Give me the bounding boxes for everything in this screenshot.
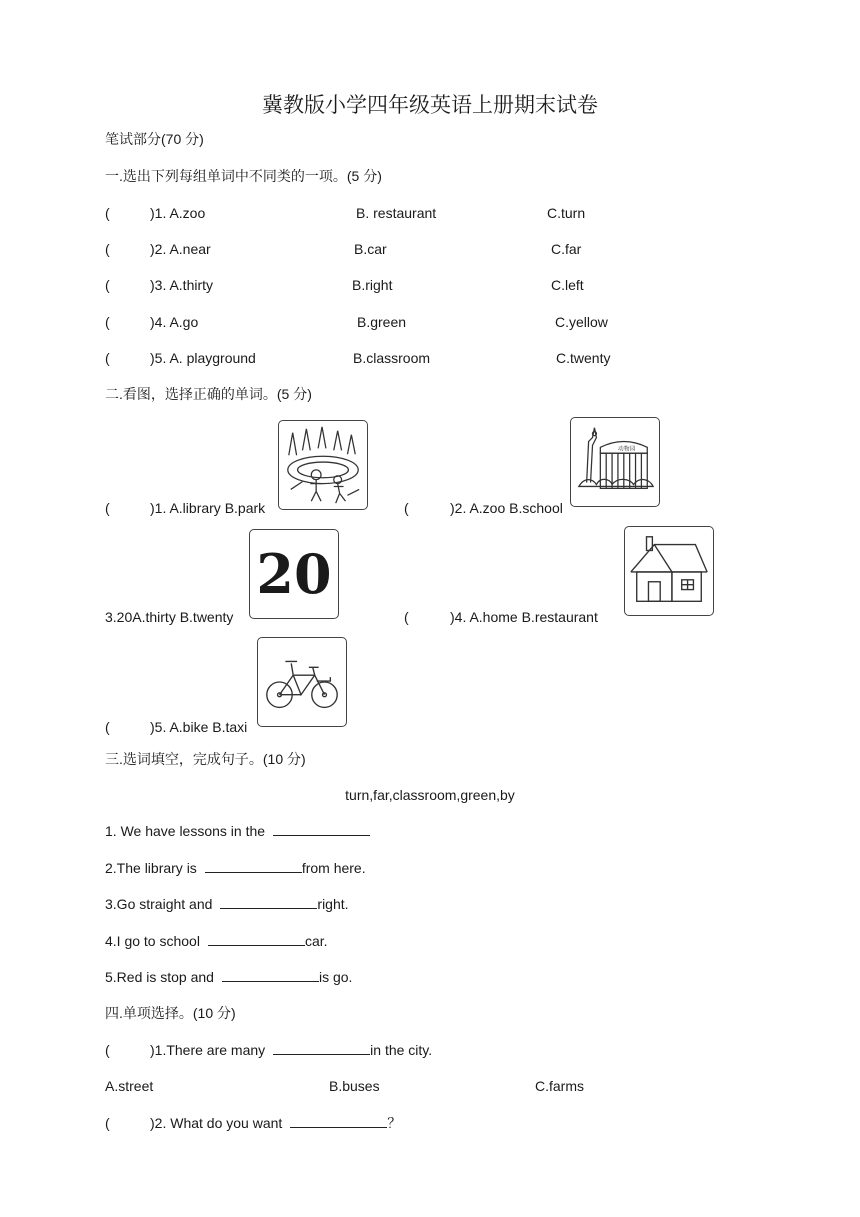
question-option-c: C.turn	[547, 205, 586, 221]
sentence-text: is go.	[318, 969, 353, 985]
part2-question-2: )2. A.zoo B.school	[450, 500, 563, 516]
page-title: 冀教版小学四年级英语上册期末试卷	[262, 93, 598, 117]
answer-paren: (	[105, 1115, 110, 1131]
part2-question-3: 3.20A.thirty B.twenty	[105, 609, 234, 625]
option-a: A.street	[105, 1078, 154, 1094]
number-twenty-text: 20	[256, 542, 332, 606]
bike-picture	[257, 637, 347, 727]
park-picture	[278, 420, 368, 510]
fill-sentence-1	[105, 822, 370, 840]
answer-blank[interactable]	[273, 1041, 370, 1055]
question-text: )1.There are many	[150, 1042, 266, 1058]
part3-heading: 三.选词填空，完成句子。(10 分)	[105, 751, 306, 767]
number-twenty-picture	[249, 529, 339, 619]
section-written-header: 笔试部分(70 分)	[105, 131, 204, 147]
question-option-a: )5. A. playground	[150, 350, 256, 366]
question-option-b: B.green	[357, 314, 407, 330]
option-c: C.farms	[535, 1078, 584, 1094]
question-option-c: C.yellow	[555, 314, 608, 330]
sentence-text: 3.Go straight and	[105, 896, 213, 912]
question-option-a: )3. A.thirty	[150, 277, 214, 293]
sentence-text: 1. We have lessons in the	[105, 823, 266, 839]
answer-paren: (	[105, 241, 110, 257]
sentence-text: car.	[304, 933, 328, 949]
fill-sentence-3	[105, 895, 349, 913]
question-option-a: )2. A.near	[150, 241, 211, 257]
answer-paren: (	[404, 500, 409, 516]
question-option-b: B.car	[354, 241, 387, 257]
word-bank: turn,far,classroom,green,by	[345, 787, 515, 803]
answer-blank[interactable]	[205, 859, 302, 873]
sentence-text: 5.Red is stop and	[105, 969, 214, 985]
part4-heading: 四.单项选择。(10 分)	[105, 1005, 236, 1021]
question-option-c: C.twenty	[556, 350, 611, 366]
question-option-c: C.far	[551, 241, 582, 257]
answer-paren: (	[105, 719, 110, 735]
question-text: ？	[387, 1115, 402, 1131]
answer-blank[interactable]	[273, 822, 370, 836]
answer-blank[interactable]	[222, 968, 319, 982]
fill-sentence-5	[105, 968, 352, 986]
answer-paren: (	[105, 350, 110, 366]
answer-paren: (	[404, 609, 409, 625]
option-b: B.buses	[329, 1078, 380, 1094]
question-option-a: )4. A.go	[150, 314, 199, 330]
question-option-b: B. restaurant	[356, 205, 437, 221]
question-option-a: )1. A.zoo	[150, 205, 206, 221]
question-text: )2. What do you want	[150, 1115, 283, 1131]
part2-question-4: )4. A.home B.restaurant	[450, 609, 598, 625]
answer-blank[interactable]	[220, 895, 317, 909]
answer-paren: (	[105, 205, 110, 221]
zoo-gate-picture	[570, 417, 660, 507]
fill-sentence-4	[105, 932, 328, 950]
fill-sentence-2	[105, 859, 366, 877]
part1-heading: 一.选出下列每组单词中不同类的一项。(5 分)	[105, 168, 382, 184]
answer-paren: (	[105, 500, 110, 516]
question-text: in the city.	[370, 1042, 433, 1058]
choice-question-2	[150, 1114, 401, 1132]
choice-question-1	[150, 1041, 432, 1059]
answer-blank[interactable]	[208, 932, 305, 946]
sentence-text: 4.I go to school	[105, 933, 200, 949]
house-picture	[624, 526, 714, 616]
zoo-sign-text: 动物园	[617, 446, 636, 453]
sentence-text: from here.	[301, 860, 366, 876]
question-option-b: B.right	[352, 277, 393, 293]
answer-blank[interactable]	[290, 1114, 387, 1128]
question-option-b: B.classroom	[353, 350, 431, 366]
part2-question-1: )1. A.library B.park	[150, 500, 266, 516]
sentence-text: right.	[317, 896, 349, 912]
sentence-text: 2.The library is	[105, 860, 197, 876]
answer-paren: (	[105, 314, 110, 330]
answer-paren: (	[105, 1042, 110, 1058]
part2-heading: 二.看图，选择正确的单词。(5 分)	[105, 386, 312, 402]
question-option-c: C.left	[551, 277, 584, 293]
answer-paren: (	[105, 277, 110, 293]
part2-question-5: )5. A.bike B.taxi	[150, 719, 248, 735]
